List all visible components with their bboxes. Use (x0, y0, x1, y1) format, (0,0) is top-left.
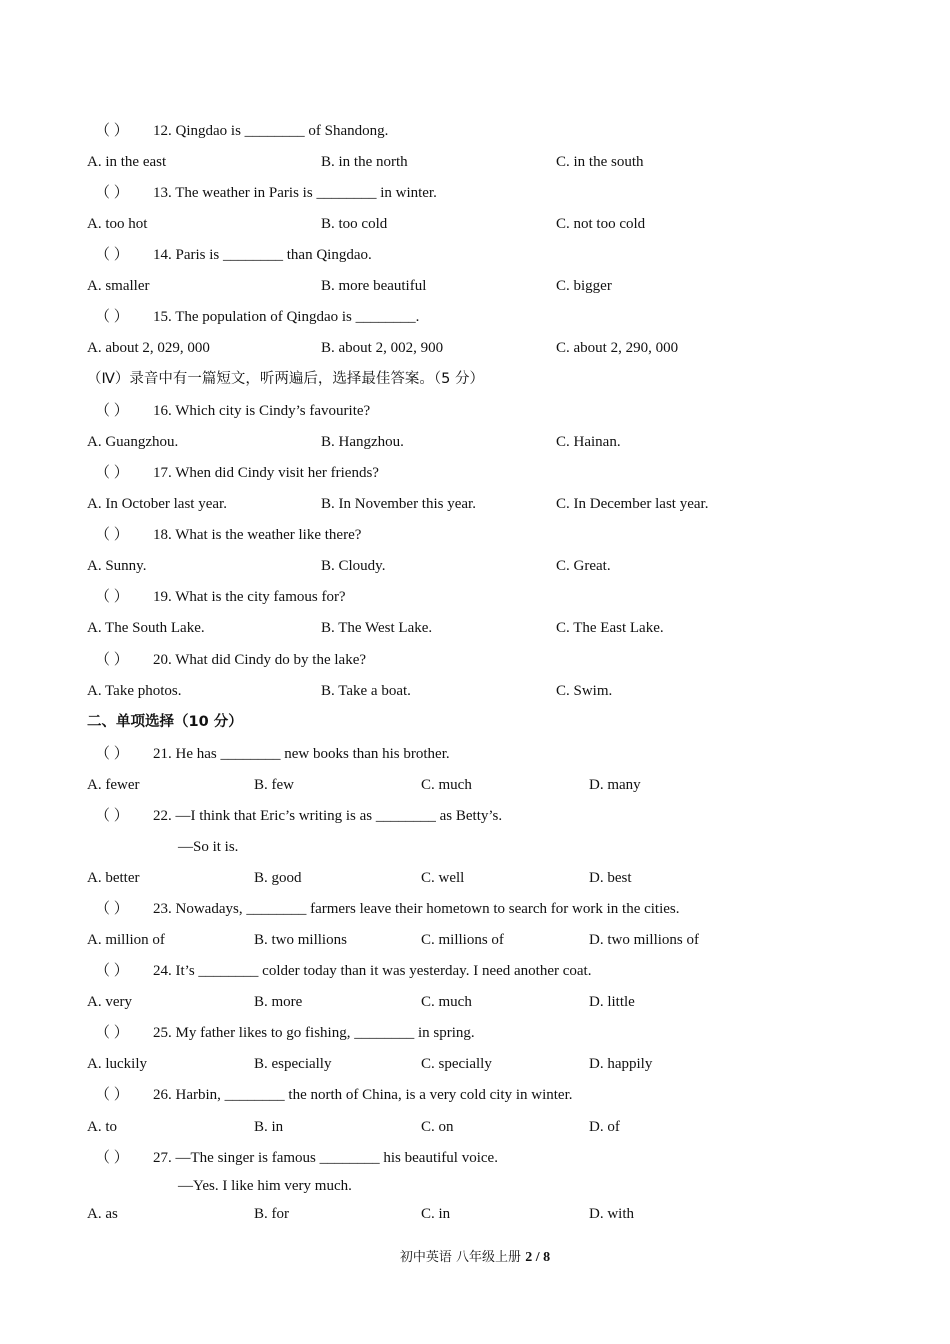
option-c: C. in the south (556, 154, 644, 170)
option-c: C. about 2, 290, 000 (556, 340, 679, 356)
question-23-options (0, 928, 950, 952)
question-22-options (0, 866, 950, 890)
section-2-heading: 二、单项选择（10 分） (87, 714, 243, 730)
section-4-heading: （Ⅳ）录音中有一篇短文，听两遍后，选择最佳答案。（5 分） (87, 371, 484, 387)
option-d: D. many (589, 777, 641, 793)
option-c: C. much (421, 994, 472, 1010)
question-26-stem: （ ） 26. Harbin, ________ the north of China, is a very cold city in winter. (95, 1083, 950, 1107)
question-17-stem: （ ） 17. When did Cindy visit her friends? (95, 461, 950, 485)
option-a: A. Guangzhou. (87, 434, 179, 450)
question-14-stem: （ ） 14. Paris is ________ than Qingdao. (95, 243, 950, 267)
question-13-options (0, 212, 950, 236)
option-a: A. million of (87, 932, 165, 948)
option-d: D. with (589, 1206, 634, 1222)
option-b: B. In November this year. (321, 496, 476, 512)
option-c: C. in (421, 1206, 451, 1222)
option-c: C. Great. (556, 558, 611, 574)
answer-bracket: （ ） (95, 123, 129, 139)
option-a: A. luckily (87, 1056, 147, 1072)
question-24-options (0, 990, 950, 1014)
question-19-options (0, 616, 950, 640)
option-a: A. to (87, 1119, 117, 1135)
option-d: D. best (589, 870, 632, 886)
answer-bracket: （ ） (95, 1150, 129, 1166)
question-15-stem: （ ） 15. The population of Qingdao is ________. (95, 305, 950, 329)
option-b: B. for (254, 1206, 289, 1222)
option-a: A. In October last year. (87, 496, 227, 512)
question-22-reply: —So it is. (178, 839, 239, 855)
question-23-stem: （ ） 23. Nowadays, ________ farmers leave their hometown to search for work in the cities. (95, 897, 950, 921)
answer-bracket: （ ） (95, 963, 129, 979)
option-c: C. well (421, 870, 465, 886)
question-25-stem: （ ） 25. My father likes to go fishing, ________ in spring. (95, 1021, 950, 1045)
option-c: C. bigger (556, 278, 612, 294)
answer-bracket: （ ） (95, 247, 129, 263)
option-a: A. Take photos. (87, 683, 182, 699)
option-b: B. Take a boat. (321, 683, 411, 699)
answer-bracket: （ ） (95, 1025, 129, 1041)
option-c: C. The East Lake. (556, 620, 664, 636)
question-15-options (0, 336, 950, 360)
answer-bracket: （ ） (95, 746, 129, 762)
page-footer (0, 1246, 950, 1266)
option-a: A. in the east (87, 154, 167, 170)
option-c: C. much (421, 777, 472, 793)
question-27-stem: （ ） 27. —The singer is famous ________ his beautiful voice. (95, 1146, 950, 1170)
answer-bracket: （ ） (95, 309, 129, 325)
answer-bracket: （ ） (95, 589, 129, 605)
option-c: C. millions of (421, 932, 504, 948)
option-d: D. of (589, 1119, 620, 1135)
question-21-options (0, 773, 950, 797)
question-16-stem: （ ） 16. Which city is Cindy’s favourite? (95, 399, 950, 423)
question-24-stem: （ ） 24. It’s ________ colder today than it was yesterday. I need another coat. (95, 959, 950, 983)
section-2-score: 10 分） (188, 714, 243, 730)
option-b: B. Cloudy. (321, 558, 386, 574)
option-b: B. few (254, 777, 294, 793)
answer-bracket: （ ） (95, 808, 129, 824)
question-21-stem: （ ） 21. He has ________ new books than his brother. (95, 742, 950, 766)
option-c: C. Hainan. (556, 434, 621, 450)
question-18-stem: （ ） 18. What is the weather like there? (95, 523, 950, 547)
option-a: A. very (87, 994, 132, 1010)
option-b: B. The West Lake. (321, 620, 433, 636)
answer-bracket: （ ） (95, 185, 129, 201)
option-b: B. more beautiful (321, 278, 427, 294)
question-27-reply: —Yes. I like him very much. (178, 1178, 352, 1194)
option-a: A. as (87, 1206, 118, 1222)
option-b: B. Hangzhou. (321, 434, 404, 450)
footer-subject: 初中英语 八年级上册 (399, 1250, 526, 1265)
option-b: B. too cold (321, 216, 388, 232)
option-c: C. In December last year. (556, 496, 709, 512)
answer-bracket: （ ） (95, 652, 129, 668)
option-a: A. smaller (87, 278, 150, 294)
option-c: C. on (421, 1119, 454, 1135)
question-13-stem: （ ） 13. The weather in Paris is ________ in winter. (95, 181, 950, 205)
question-20-stem: （ ） 20. What did Cindy do by the lake? (95, 648, 950, 672)
question-17-options (0, 492, 950, 516)
question-26-options (0, 1115, 950, 1139)
answer-bracket: （ ） (95, 901, 129, 917)
question-25-options (0, 1052, 950, 1076)
option-a: A. Sunny. (87, 558, 147, 574)
option-a: A. fewer (87, 777, 140, 793)
option-a: A. The South Lake. (87, 620, 205, 636)
page-number: 2 / 8 (525, 1250, 551, 1265)
question-19-stem: （ ） 19. What is the city famous for? (95, 585, 950, 609)
option-a: A. better (87, 870, 140, 886)
option-b: B. in the north (321, 154, 408, 170)
answer-bracket: （ ） (95, 1087, 129, 1103)
option-b: B. in (254, 1119, 284, 1135)
option-d: D. two millions of (589, 932, 700, 948)
option-d: D. little (589, 994, 635, 1010)
answer-bracket: （ ） (95, 527, 129, 543)
option-b: B. good (254, 870, 302, 886)
answer-bracket: （ ） (95, 403, 129, 419)
option-d: D. happily (589, 1056, 653, 1072)
option-c: C. Swim. (556, 683, 613, 699)
option-b: B. especially (254, 1056, 332, 1072)
question-20-options (0, 679, 950, 703)
question-14-options (0, 274, 950, 298)
question-18-options (0, 554, 950, 578)
option-a: A. too hot (87, 216, 148, 232)
option-c: C. specially (421, 1056, 492, 1072)
question-22-stem: （ ） 22. —I think that Eric’s writing is as ________ as Betty’s. (95, 804, 950, 828)
option-c: C. not too cold (556, 216, 646, 232)
option-b: B. more (254, 994, 303, 1010)
question-16-options (0, 430, 950, 454)
answer-bracket: （ ） (95, 465, 129, 481)
option-b: B. two millions (254, 932, 347, 948)
option-b: B. about 2, 002, 900 (321, 340, 444, 356)
question-27-options (0, 1202, 950, 1226)
question-12-stem: （ ） 12. Qingdao is ________ of Shandong. (95, 119, 950, 143)
option-a: A. about 2, 029, 000 (87, 340, 210, 356)
question-12-options (0, 150, 950, 174)
